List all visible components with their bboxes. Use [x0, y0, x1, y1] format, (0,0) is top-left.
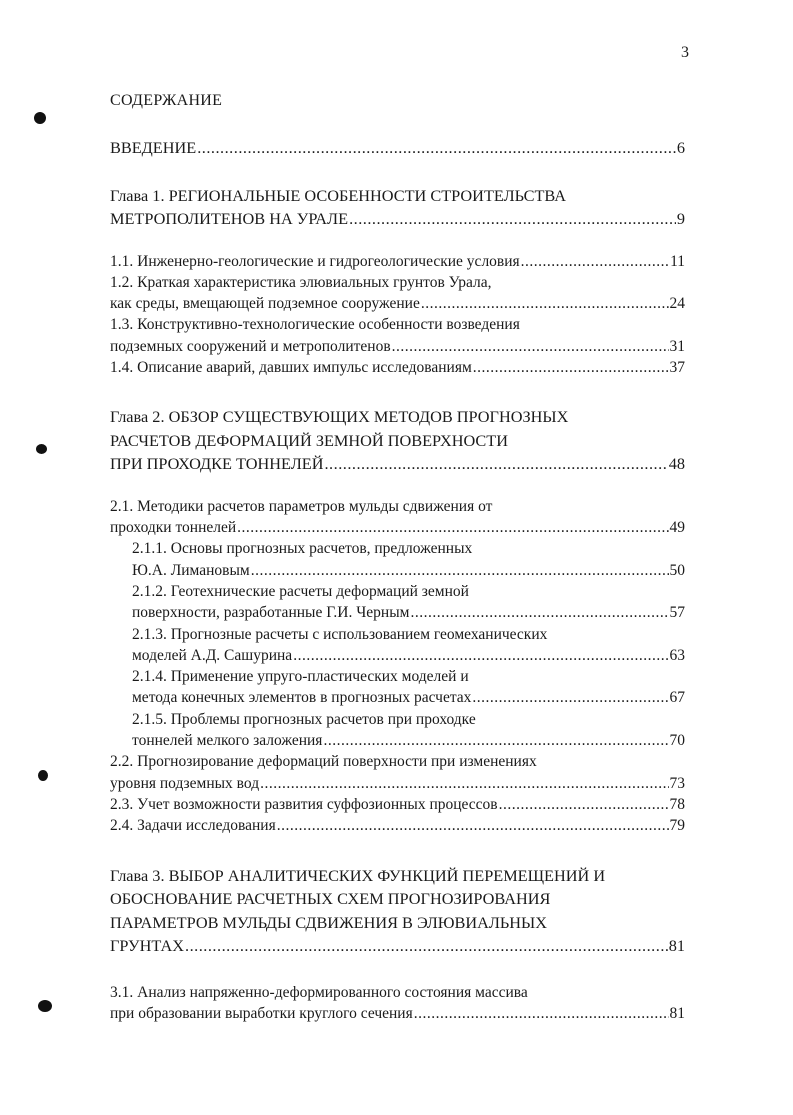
toc-entry-page: 31 — [669, 337, 685, 355]
dot-leader — [414, 1003, 669, 1024]
toc-entry-page: 24 — [669, 295, 685, 313]
chapter-title-last-line: ПРИ ПРОХОДКЕ ТОННЕЛЕЙ ..... 48 — [110, 452, 685, 476]
chapter-title-last-line: МЕТРОПОЛИТЕНОВ НА УРАЛЕ ..... 9 — [110, 207, 685, 231]
dot-leader — [499, 794, 669, 815]
scan-blot — [34, 112, 46, 124]
chapter-title-line: Глава 1. РЕГИОНАЛЬНЫЕ ОСОБЕННОСТИ СТРОИТЕЛЬСТВА — [110, 185, 567, 205]
toc-section-1-1[interactable]: 1.1. Инженерно-геологические и гидрогеологические условия ..... 11 — [110, 251, 685, 272]
toc-section-2-4[interactable]: 2.4. Задачи исследования ..... 79 — [110, 815, 685, 836]
dot-leader — [324, 452, 667, 476]
dot-leader — [521, 251, 669, 272]
chapter-title-last-line: ГРУНТАХ ..... 81 — [110, 934, 685, 958]
toc-entry-page: 50 — [669, 561, 685, 579]
toc-entry-page: 67 — [669, 689, 685, 707]
toc-section-3-1[interactable]: 3.1. Анализ напряженно-деформированного состояния массива при образовании выработки круглого сечения ..... 81 — [110, 982, 685, 1025]
toc-section-2-2[interactable]: 2.2. Прогнозирование деформаций поверхности при изменениях уровня подземных вод ..... 73 — [110, 751, 685, 794]
toc-entry-page: 70 — [669, 732, 685, 750]
toc-section-2-1[interactable]: 2.1. Методики расчетов параметров мульды сдвижения от проходки тоннелей ..... 49 — [110, 496, 685, 539]
dot-leader — [472, 687, 668, 708]
scan-blot — [36, 444, 47, 454]
toc-entry-page: 49 — [669, 519, 685, 537]
toc-section-1-2[interactable]: 1.2. Краткая характеристика элювиальных грунтов Урала, как среды, вмещающей подземное сооружение ..... 24 — [110, 272, 685, 315]
toc-section-1-4[interactable]: 1.4. Описание аварий, давших импульс исследованиям ..... 37 — [110, 357, 685, 378]
dot-leader — [260, 773, 668, 794]
toc-subsection-2-1-3[interactable]: 2.1.3. Прогнозные расчеты с использованием геомеханических моделей А.Д. Сашурина ..... 63 — [110, 624, 685, 667]
scan-blot — [38, 770, 48, 781]
toc-entry-introduction[interactable] — [110, 136, 685, 160]
dot-leader — [349, 207, 676, 231]
toc-entry-page: 48 — [668, 454, 685, 474]
chapter-title-line: РАСЧЕТОВ ДЕФОРМАЦИЙ ЗЕМНОЙ ПОВЕРХНОСТИ — [110, 430, 508, 450]
page-number: 3 — [681, 44, 689, 61]
chapter-title-line: ПАРАМЕТРОВ МУЛЬДЫ СДВИЖЕНИЯ В ЭЛЮВИАЛЬНЫХ — [110, 912, 547, 932]
toc-chapter-1[interactable] — [110, 184, 685, 231]
dot-leader — [473, 357, 669, 378]
dot-leader — [410, 602, 668, 623]
dot-leader — [185, 934, 668, 958]
toc-entry-page: 78 — [669, 795, 685, 813]
toc-section-2-3[interactable]: 2.3. Учет возможности развития суффозионных процессов ..... 78 — [110, 794, 685, 815]
toc-subsection-2-1-2[interactable]: 2.1.2. Геотехнические расчеты деформаций земной поверхности, разработанные Г.И. Черным ..... 57 — [110, 581, 685, 624]
dot-leader — [251, 560, 669, 581]
dot-leader — [323, 730, 668, 751]
dot-leader — [197, 136, 676, 160]
toc-subsection-2-1-1[interactable]: 2.1.1. Основы прогнозных расчетов, предложенных Ю.А. Лимановым ..... 50 — [110, 538, 685, 581]
toc-entry-page: 11 — [670, 252, 685, 270]
dot-leader — [277, 815, 669, 836]
dot-leader — [421, 293, 669, 314]
dot-leader — [392, 336, 669, 357]
toc-title: СОДЕРЖАНИЕ — [110, 92, 223, 109]
toc-section-1-3[interactable]: 1.3. Конструктивно-технологические особенности возведения подземных сооружений и метрополитенов ..... 31 — [110, 314, 685, 357]
toc-entry-page: 81 — [668, 936, 685, 956]
dot-leader — [237, 517, 668, 538]
toc-entry-page: 57 — [669, 604, 685, 622]
chapter-title-line: ОБОСНОВАНИЕ РАСЧЕТНЫХ СХЕМ ПРОГНОЗИРОВАНИЯ — [110, 889, 551, 909]
toc-entry-page: 9 — [676, 209, 685, 228]
scan-blot — [38, 1000, 52, 1012]
toc-entry-page: 63 — [669, 646, 685, 664]
toc-subsection-2-1-5[interactable]: 2.1.5. Проблемы прогнозных расчетов при проходке тоннелей мелкого заложения ..... 70 — [110, 709, 685, 752]
chapter-title-line: Глава 3. ВЫБОР АНАЛИТИЧЕСКИХ ФУНКЦИЙ ПЕРЕМЕЩЕНИЙ И — [110, 865, 606, 885]
dot-leader — [293, 645, 668, 666]
toc-entry-page: 79 — [669, 817, 685, 835]
table-of-contents — [110, 136, 685, 1024]
toc-entry-page: 37 — [669, 358, 685, 376]
toc-entry-page: 73 — [669, 774, 685, 792]
toc-entry-text: ВВЕДЕНИЕ — [110, 138, 197, 157]
toc-subsection-2-1-4[interactable]: 2.1.4. Применение упруго-пластических моделей и метода конечных элементов в прогнозных расчетах ..... 67 — [110, 666, 685, 709]
toc-chapter-3[interactable] — [110, 864, 685, 958]
chapter-title-line: Глава 2. ОБЗОР СУЩЕСТВУЮЩИХ МЕТОДОВ ПРОГНОЗНЫХ — [110, 407, 569, 427]
toc-chapter-2[interactable] — [110, 405, 685, 476]
toc-entry-page: 6 — [676, 138, 685, 157]
toc-entry-page: 81 — [669, 1004, 685, 1022]
